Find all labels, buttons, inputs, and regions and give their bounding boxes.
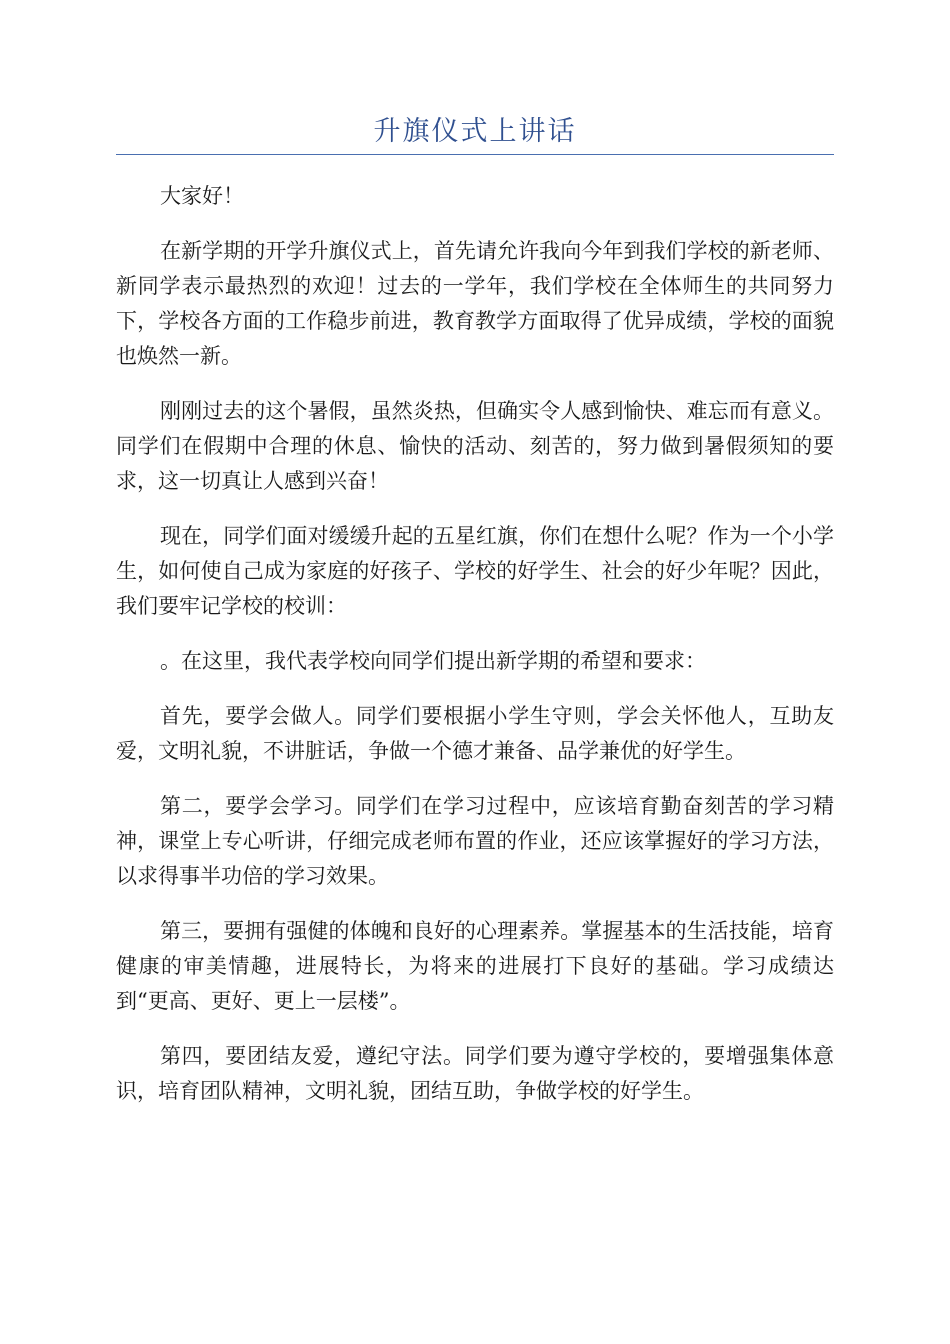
paragraph-second: 第二，要学会学习。同学们在学习过程中，应该培育勤奋刻苦的学习精神，课堂上专心听讲，仔细完成老师布置的作业，还应该掌握好的学习方法，以求得事半功倍的学习效果。 [116, 794, 834, 888]
paragraph-first: 首先，要学会做人。同学们要根据小学生守则，学会关怀他人，互助友爱，文明礼貌，不讲脏话，争做一个德才兼备、品学兼优的好学生。 [116, 704, 834, 763]
paragraph-greeting: 大家好！ [160, 184, 244, 208]
paragraph-third: 第三，要拥有强健的体魄和良好的心理素养。掌握基本的生活技能，培育健康的审美情趣，进展特长，为将来的进展打下良好的基础。学习成绩达到“更高、更好、更上一层楼”。 [116, 919, 834, 1013]
paragraph-flag: 现在，同学们面对缓缓升起的五星红旗，你们在想什么呢？作为一个小学生，如何使自己成为家庭的好孩子、学校的好学生、社会的好少年呢？因此，我们要牢记学校的校训： [116, 524, 834, 618]
paragraph-summer: 刚刚过去的这个暑假，虽然炎热，但确实令人感到愉快、难忘而有意义。同学们在假期中合理的休息、愉快的活动、刻苦的，努力做到暑假须知的要求，这一切真让人感到兴奋！ [116, 399, 834, 493]
title-underline [116, 154, 834, 155]
paragraph-expectations: 。在这里，我代表学校向同学们提出新学期的希望和要求： [160, 649, 706, 673]
paragraph-welcome: 在新学期的开学升旗仪式上，首先请允许我向今年到我们学校的新老师、新同学表示最热烈的欢迎！过去的一学年，我们学校在全体师生的共同努力下，学校各方面的工作稳步前进，教育教学方面取得了优异成绩，学校的面貌也焕然一新。 [116, 239, 834, 368]
document-body [116, 179, 834, 1129]
paragraph-fourth: 第四，要团结友爱，遵纪守法。同学们要为遵守学校的，要增强集体意识，培育团队精神，文明礼貌，团结互助，争做学校的好学生。 [116, 1044, 834, 1103]
document-title: 升旗仪式上讲话 [373, 116, 577, 147]
